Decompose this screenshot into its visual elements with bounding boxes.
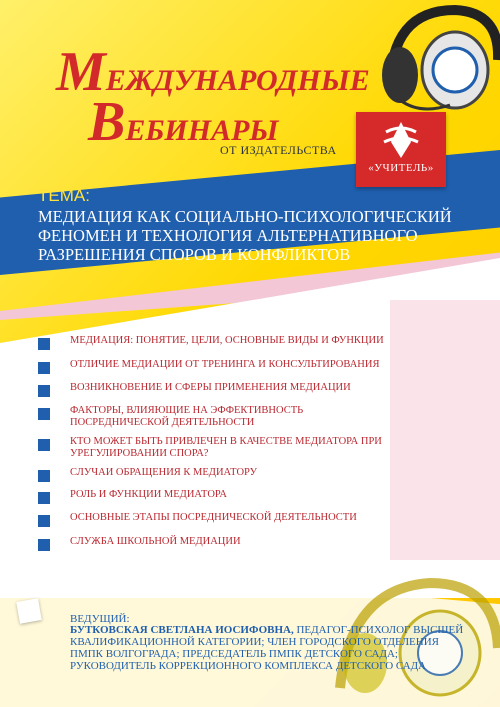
list-item-text: КТО МОЖЕТ БЫТЬ ПРИВЛЕЧЕН В КАЧЕСТВЕ МЕДИАТОРА ПРИ УРЕГУЛИРОВАНИИ СПОРА? — [70, 436, 382, 459]
lecturer-info — [70, 624, 470, 672]
list-item — [38, 359, 390, 374]
bullet-icon — [38, 470, 50, 482]
list-item-text: ОСНОВНЫЕ ЭТАПЫ ПОСРЕДНИЧЕСКОЙ ДЕЯТЕЛЬНОСТИ — [70, 512, 357, 523]
bullet-icon — [38, 492, 50, 504]
headphones-icon — [360, 0, 500, 120]
bullet-icon — [38, 408, 50, 420]
list-item-text: МЕДИАЦИЯ: ПОНЯТИЕ, ЦЕЛИ, ОСНОВНЫЕ ВИДЫ И ФУНКЦИИ — [70, 335, 384, 346]
list-item-text: ФАКТОРЫ, ВЛИЯЮЩИЕ НА ЭФФЕКТИВНОСТЬ ПОСРЕДНИЧЕСКОЙ ДЕЯТЕЛЬНОСТИ — [70, 405, 304, 428]
topic-text: МЕДИАЦИЯ КАК СОЦИАЛЬНО-ПСИХОЛОГИЧЕСКИЙ ФЕНОМЕН И ТЕХНОЛОГИЯ АЛЬТЕРНАТИВНОГО РАЗРЕШЕНИЯ СПОРОВ И КОНФЛИКТОВ — [38, 207, 452, 264]
title-line-2 — [88, 91, 279, 153]
bullet-icon — [38, 362, 50, 374]
list-item — [38, 382, 390, 397]
title-line-1-rest: ЕЖДУНАРОДНЫЕ — [105, 64, 370, 97]
list-item — [38, 536, 390, 551]
logo-text: «УЧИТЕЛЬ» — [368, 162, 434, 174]
bullet-icon — [38, 385, 50, 397]
list-item — [38, 489, 390, 504]
list-item-text: РОЛЬ И ФУНКЦИИ МЕДИАТОРА — [70, 489, 227, 500]
title-line-1-initial: М — [56, 41, 106, 103]
lecturer-name: БУТКОВСКАЯ СВЕТЛАНА ИОСИФОВНА, — [70, 624, 294, 636]
list-item-text: ВОЗНИКНОВЕНИЕ И СФЕРЫ ПРИМЕНЕНИЯ МЕДИАЦИИ — [70, 382, 351, 393]
list-item-text: СЛУЧАИ ОБРАЩЕНИЯ К МЕДИАТОРУ — [70, 467, 258, 478]
title-line-2-initial: В — [88, 91, 126, 153]
bullet-icon — [38, 439, 50, 451]
list-item — [38, 405, 390, 429]
bullet-icon — [38, 338, 50, 350]
list-item — [38, 436, 390, 460]
title-line-2-rest: ЕБИНАРЫ — [125, 114, 279, 147]
publisher-logo — [356, 112, 446, 187]
decor-panel — [390, 300, 500, 560]
list-item — [38, 512, 390, 527]
bullet-icon — [38, 539, 50, 551]
publisher-label: ОТ ИЗДАТЕЛЬСТВА — [220, 143, 337, 157]
topic-label: ТЕМА: — [38, 186, 90, 205]
logo-emblem-icon — [356, 114, 446, 164]
list-item-text: ОТЛИЧИЕ МЕДИАЦИИ ОТ ТРЕНИНГА И КОНСУЛЬТИРОВАНИЯ — [70, 359, 380, 370]
lecturer-label: ВЕДУЩИЙ: — [70, 613, 130, 625]
list-item — [38, 335, 390, 350]
list-item-text: СЛУЖБА ШКОЛЬНОЙ МЕДИАЦИИ — [70, 536, 241, 547]
flash-drive-icon — [16, 598, 41, 623]
list-item — [38, 467, 390, 482]
lecturer-details: ПЕДАГОГ-ПСИХОЛОГ ВЫСШЕЙ КВАЛИФИКАЦИОННОЙ КАТЕГОРИИ; ЧЛЕН ГОРОДСКОГО ОТДЕЛЕНИЯ ПМПК ВОЛГОГРАДА; ПРЕДСЕДАТЕЛЬ ПМПК ДЕТСКОГО САДА; РУКОВОДИТЕЛЬ КОРРЕКЦИОННОГО КОМПЛЕКСА ДЕТСКОГО САДА — [70, 624, 464, 672]
bullet-icon — [38, 515, 50, 527]
